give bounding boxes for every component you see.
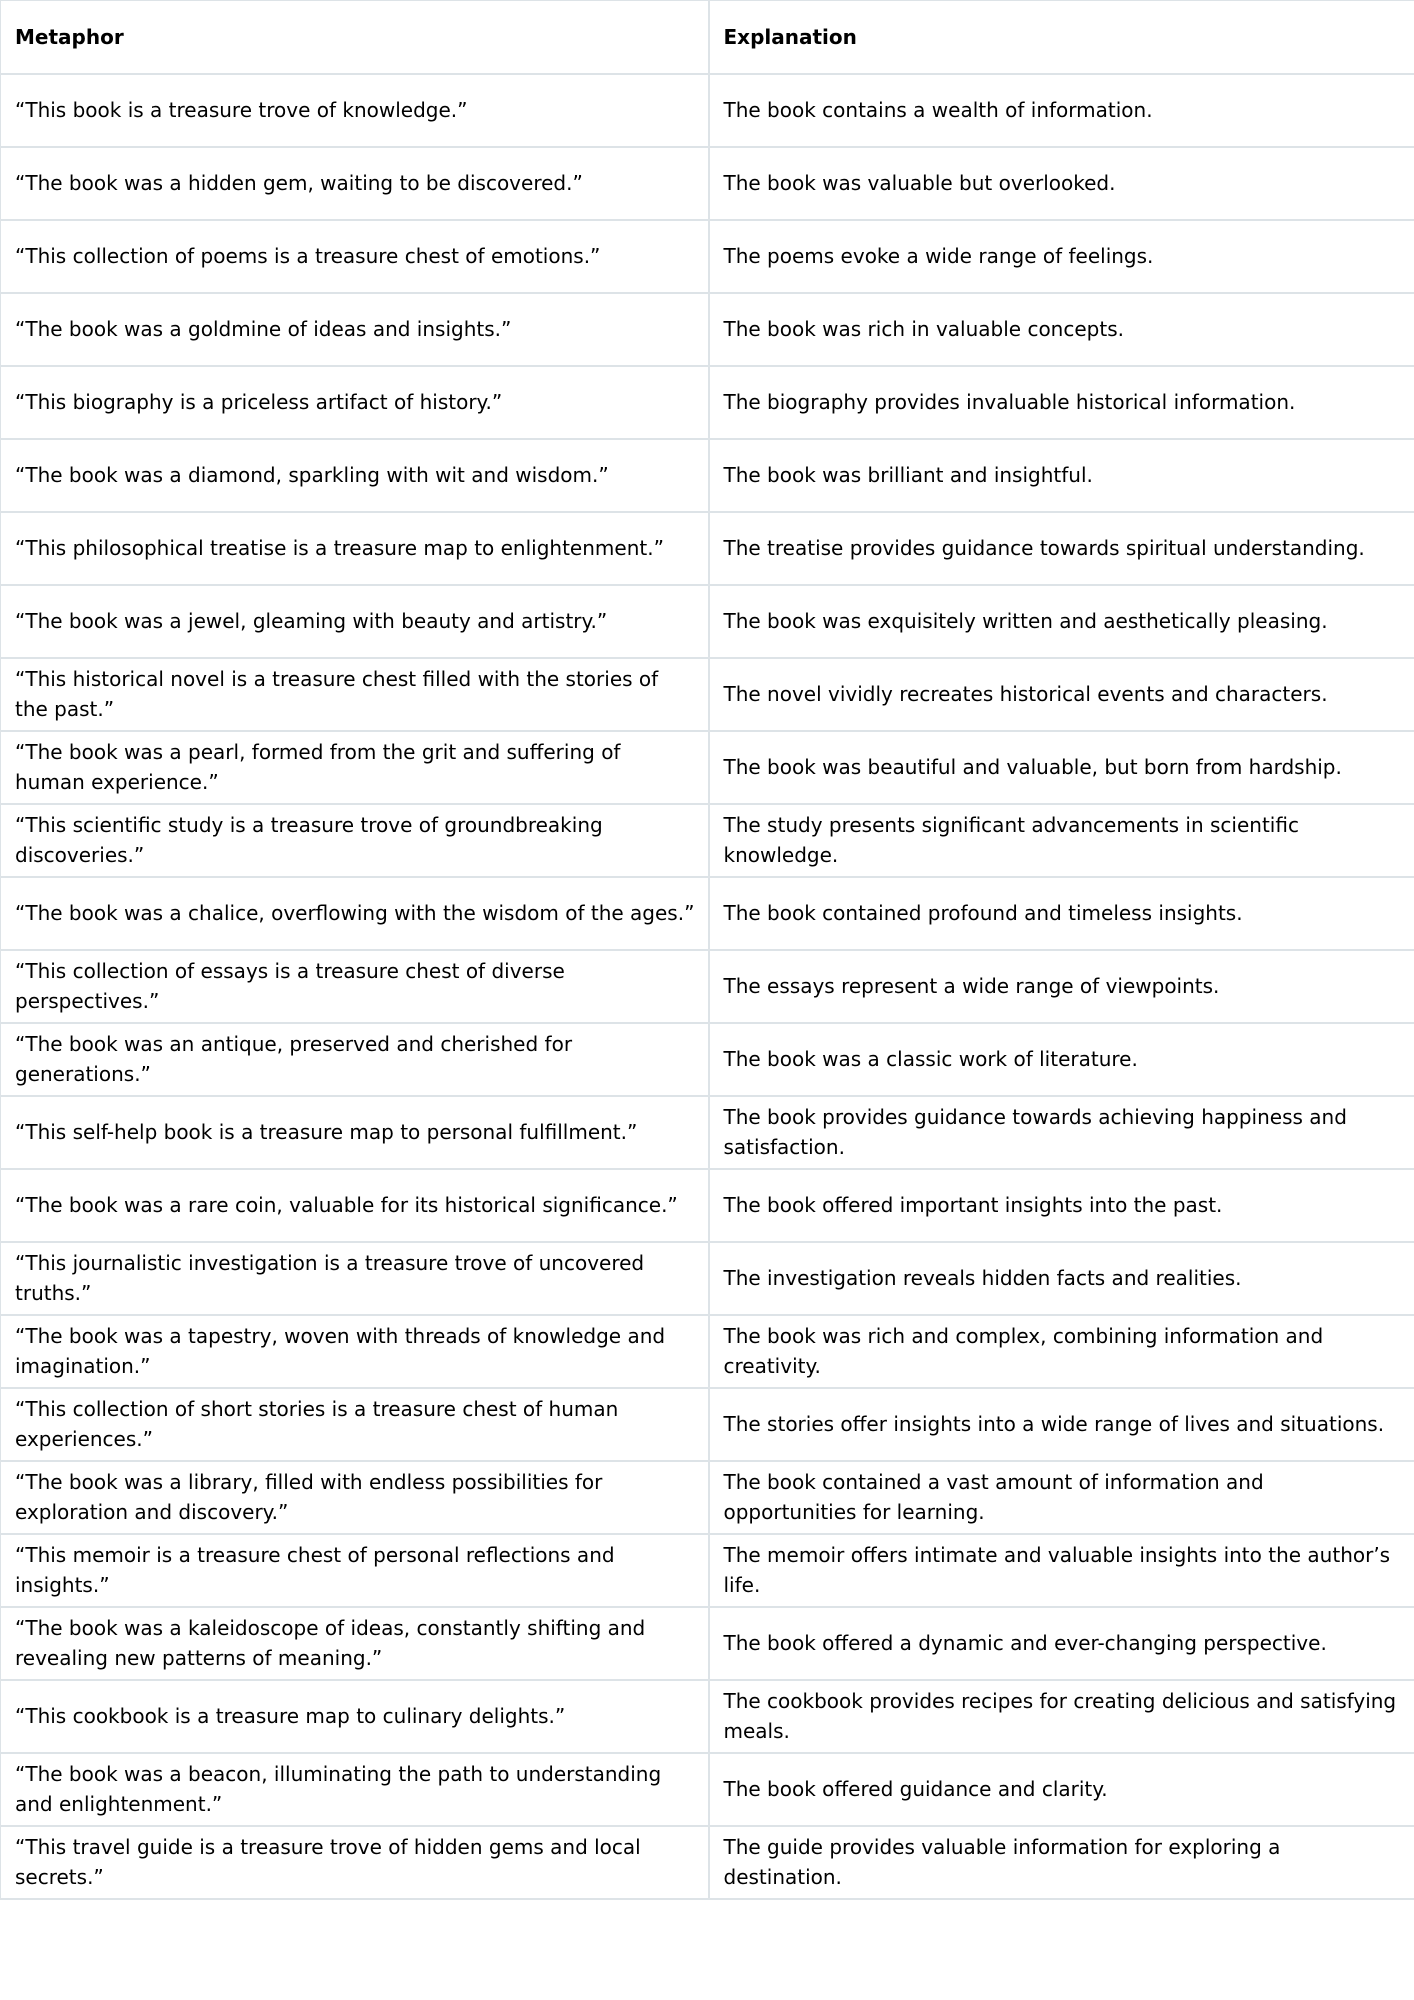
explanation-cell: The book contains a wealth of information.: [709, 74, 1414, 147]
metaphor-cell: “The book was a rare coin, valuable for its historical significance.”: [1, 1169, 709, 1242]
table-row: [1, 512, 1414, 585]
table-row: [1, 147, 1414, 220]
explanation-cell: The book was brilliant and insightful.: [709, 439, 1414, 512]
table-header: [1, 1, 1414, 74]
metaphor-cell: “The book was a goldmine of ideas and insights.”: [1, 293, 709, 366]
metaphor-cell: “This collection of short stories is a treasure chest of human experiences.”: [1, 1388, 709, 1461]
explanation-cell: The treatise provides guidance towards spiritual understanding.: [709, 512, 1414, 585]
table-row: [1, 74, 1414, 147]
header-row: [1, 1, 1414, 74]
explanation-cell: The guide provides valuable information for exploring a destination.: [709, 1826, 1414, 1899]
explanation-cell: The book was rich in valuable concepts.: [709, 293, 1414, 366]
table-row: [1, 1169, 1414, 1242]
header-explanation: Explanation: [709, 1, 1414, 74]
explanation-cell: The book was rich and complex, combining information and creativity.: [709, 1315, 1414, 1388]
explanation-cell: The book was exquisitely written and aesthetically pleasing.: [709, 585, 1414, 658]
table-row: [1, 1388, 1414, 1461]
metaphor-cell: “This memoir is a treasure chest of personal reflections and insights.”: [1, 1534, 709, 1607]
table-row: [1, 585, 1414, 658]
table-row: [1, 1753, 1414, 1826]
metaphor-cell: “The book was a pearl, formed from the grit and suffering of human experience.”: [1, 731, 709, 804]
explanation-cell: The book offered important insights into the past.: [709, 1169, 1414, 1242]
table-row: [1, 658, 1414, 731]
table-row: [1, 366, 1414, 439]
explanation-cell: The investigation reveals hidden facts and realities.: [709, 1242, 1414, 1315]
metaphor-cell: “This book is a treasure trove of knowledge.”: [1, 74, 709, 147]
explanation-cell: The stories offer insights into a wide range of lives and situations.: [709, 1388, 1414, 1461]
metaphor-cell: “This philosophical treatise is a treasure map to enlightenment.”: [1, 512, 709, 585]
metaphor-cell: “This historical novel is a treasure chest filled with the stories of the past.”: [1, 658, 709, 731]
explanation-cell: The memoir offers intimate and valuable insights into the author’s life.: [709, 1534, 1414, 1607]
table-row: [1, 293, 1414, 366]
explanation-cell: The cookbook provides recipes for creating delicious and satisfying meals.: [709, 1680, 1414, 1753]
metaphor-cell: “This self-help book is a treasure map to personal fulfillment.”: [1, 1096, 709, 1169]
metaphor-cell: “The book was a kaleidoscope of ideas, constantly shifting and revealing new patterns of meaning.”: [1, 1607, 709, 1680]
metaphor-cell: “This travel guide is a treasure trove of hidden gems and local secrets.”: [1, 1826, 709, 1899]
table-row: [1, 1607, 1414, 1680]
metaphor-cell: “The book was a tapestry, woven with threads of knowledge and imagination.”: [1, 1315, 709, 1388]
explanation-cell: The biography provides invaluable historical information.: [709, 366, 1414, 439]
explanation-cell: The book provides guidance towards achieving happiness and satisfaction.: [709, 1096, 1414, 1169]
table-row: [1, 804, 1414, 877]
metaphor-cell: “The book was a hidden gem, waiting to be discovered.”: [1, 147, 709, 220]
table-row: [1, 1242, 1414, 1315]
explanation-cell: The book offered guidance and clarity.: [709, 1753, 1414, 1826]
table-row: [1, 1023, 1414, 1096]
explanation-cell: The poems evoke a wide range of feelings.: [709, 220, 1414, 293]
metaphor-cell: “The book was a library, filled with endless possibilities for exploration and discovery.”: [1, 1461, 709, 1534]
table-row: [1, 1680, 1414, 1753]
table-row: [1, 877, 1414, 950]
table-row: [1, 1315, 1414, 1388]
metaphor-cell: “This collection of poems is a treasure chest of emotions.”: [1, 220, 709, 293]
explanation-cell: The essays represent a wide range of viewpoints.: [709, 950, 1414, 1023]
explanation-cell: The book was a classic work of literature.: [709, 1023, 1414, 1096]
metaphor-cell: “This cookbook is a treasure map to culinary delights.”: [1, 1680, 709, 1753]
table-row: [1, 1534, 1414, 1607]
metaphor-cell: “This journalistic investigation is a treasure trove of uncovered truths.”: [1, 1242, 709, 1315]
table-row: [1, 731, 1414, 804]
table-row: [1, 1096, 1414, 1169]
metaphor-cell: “The book was an antique, preserved and cherished for generations.”: [1, 1023, 709, 1096]
explanation-cell: The book contained profound and timeless insights.: [709, 877, 1414, 950]
explanation-cell: The book contained a vast amount of information and opportunities for learning.: [709, 1461, 1414, 1534]
metaphor-cell: “The book was a diamond, sparkling with wit and wisdom.”: [1, 439, 709, 512]
explanation-cell: The book offered a dynamic and ever-changing perspective.: [709, 1607, 1414, 1680]
explanation-cell: The book was valuable but overlooked.: [709, 147, 1414, 220]
table-row: [1, 1461, 1414, 1534]
explanation-cell: The novel vividly recreates historical events and characters.: [709, 658, 1414, 731]
explanation-cell: The study presents significant advancements in scientific knowledge.: [709, 804, 1414, 877]
metaphor-cell: “The book was a beacon, illuminating the path to understanding and enlightenment.”: [1, 1753, 709, 1826]
metaphor-cell: “The book was a jewel, gleaming with beauty and artistry.”: [1, 585, 709, 658]
table-row: [1, 1826, 1414, 1899]
table-row: [1, 950, 1414, 1023]
table-body: [1, 74, 1414, 1899]
header-metaphor: Metaphor: [1, 1, 709, 74]
metaphor-cell: “This scientific study is a treasure trove of groundbreaking discoveries.”: [1, 804, 709, 877]
table-row: [1, 220, 1414, 293]
metaphor-cell: “The book was a chalice, overflowing with the wisdom of the ages.”: [1, 877, 709, 950]
metaphor-cell: “This collection of essays is a treasure chest of diverse perspectives.”: [1, 950, 709, 1023]
metaphor-cell: “This biography is a priceless artifact of history.”: [1, 366, 709, 439]
explanation-cell: The book was beautiful and valuable, but born from hardship.: [709, 731, 1414, 804]
table-row: [1, 439, 1414, 512]
